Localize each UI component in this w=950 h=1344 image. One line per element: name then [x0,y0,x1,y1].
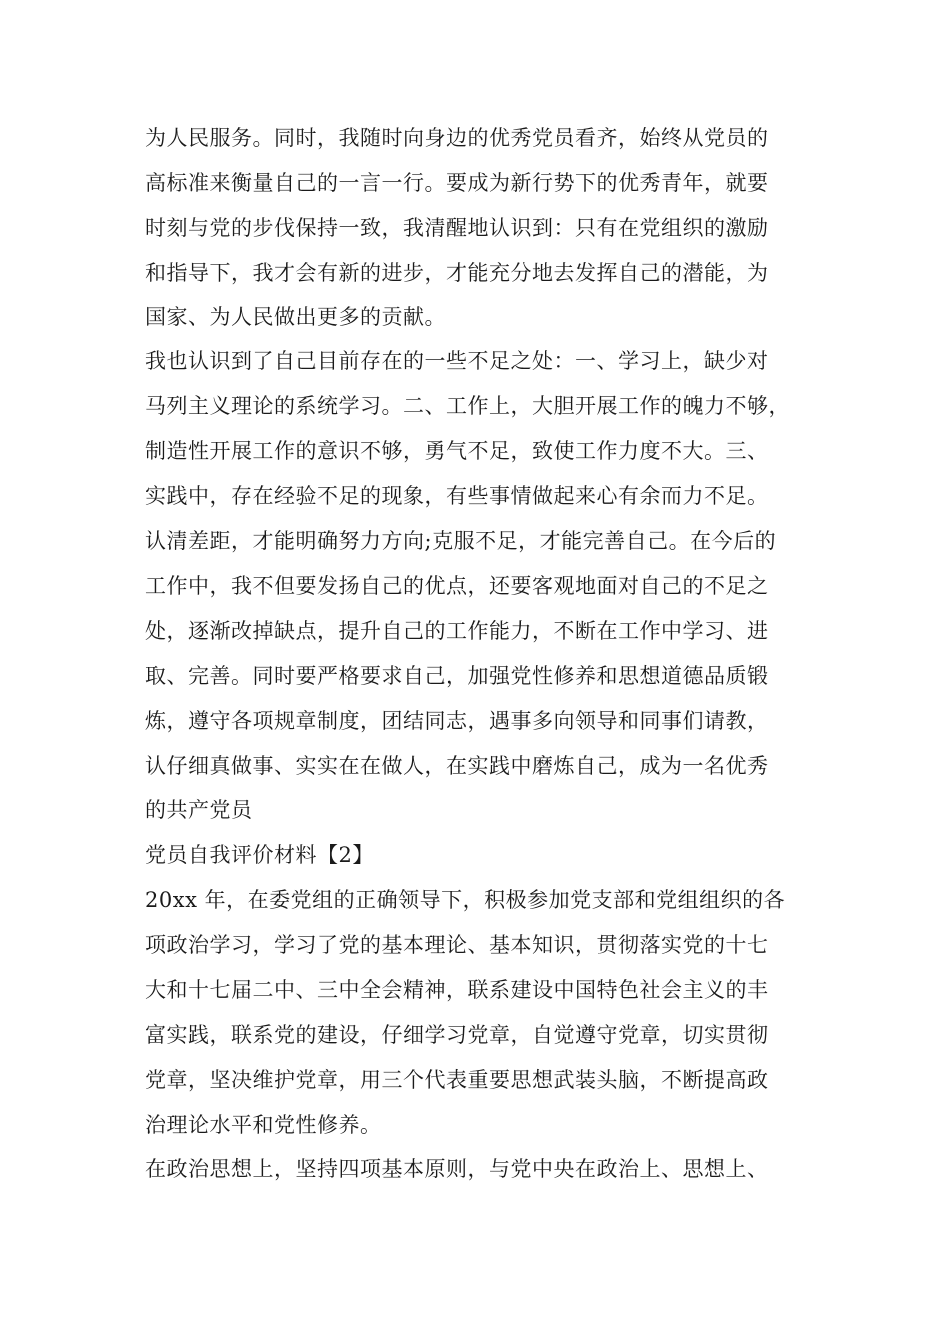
text-line: 大和十七届二中、三中全会精神，联系建设中国特色社会主义的丰 [145,978,769,1002]
text-line: 我也认识到了自己目前存在的一些不足之处：一、学习上，缺少对 [145,349,769,373]
text-line: 制造性开展工作的意识不够，勇气不足，致使工作力度不大。三、 [145,439,769,463]
text-line: 在政治思想上，坚持四项基本原则，与党中央在政治上、思想上、 [145,1157,769,1181]
text-line: 的共产党员 [145,798,253,822]
text-line: 高标准来衡量自己的一言一行。要成为新行势下的优秀青年，就要 [145,171,769,195]
text-line: 工作中，我不但要发扬自己的优点，还要客观地面对自己的不足之 [145,574,769,598]
text-line: 项政治学习，学习了党的基本理论、基本知识，贯彻落实党的十七 [145,933,769,957]
text-line: 马列主义理论的系统学习。二、工作上，大胆开展工作的魄力不够， [145,394,790,418]
text-line: 认清差距，才能明确努力方向;克服不足，才能完善自己。在今后的 [145,529,777,553]
section-heading: 党员自我评价材料【2】 [145,843,374,867]
text-line: 富实践，联系党的建设，仔细学习党章，自觉遵守党章，切实贯彻 [145,1023,769,1047]
text-line: 炼，遵守各项规章制度，团结同志，遇事多向领导和同事们请教， [145,709,769,733]
text-line: 为人民服务。同时，我随时向身边的优秀党员看齐，始终从党员的 [145,126,769,150]
text-line: 认仔细真做事、实实在在做人，在实践中磨炼自己，成为一名优秀 [145,754,769,778]
text-line: 处，逐渐改掉缺点，提升自己的工作能力，不断在工作中学习、进 [145,619,769,643]
text-line: 和指导下，我才会有新的进步，才能充分地去发挥自己的潜能，为 [145,261,769,285]
text-line: 取、完善。同时要严格要求自己，加强党性修养和思想道德品质锻 [145,664,769,688]
text-line: 治理论水平和党性修养。 [145,1113,382,1137]
text-line: 国家、为人民做出更多的贡献。 [145,305,446,329]
text-line: 20xx 年，在委党组的正确领导下，积极参加党支部和党组组织的各 [145,888,786,912]
text-line: 时刻与党的步伐保持一致，我清醒地认识到：只有在党组织的激励 [145,216,769,240]
text-line: 实践中，存在经验不足的现象，有些事情做起来心有余而力不足。 [145,484,769,508]
text-line: 党章，坚决维护党章，用三个代表重要思想武装头脑，不断提高政 [145,1068,769,1092]
